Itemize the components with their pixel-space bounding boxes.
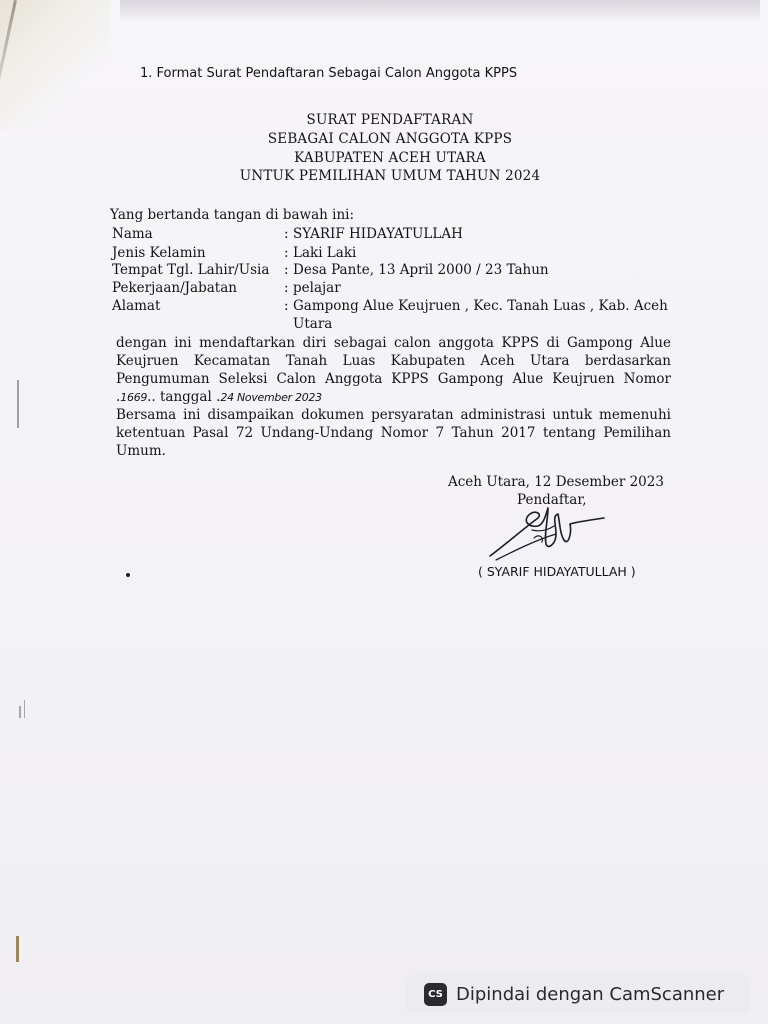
- handwritten-nomor: 1669: [120, 391, 148, 404]
- field-separator: :: [284, 298, 289, 314]
- signer-label: Pendaftar,: [517, 492, 587, 508]
- closing-line-2: ketentuan Pasal 72 Undang-Undang Nomor 7 Tahun 2017 tentang Pemilihan: [116, 425, 671, 441]
- page-fold-shadow: [0, 0, 110, 130]
- field-label-alamat: Alamat: [112, 298, 161, 314]
- signer-name: ( SYARIF HIDAYATULLAH ): [478, 564, 636, 579]
- watermark-text: Dipindai dengan CamScanner: [456, 983, 725, 1005]
- field-value-tempat-tgl-lahir: Desa Pante, 13 April 2000 / 23 Tahun: [293, 262, 549, 278]
- field-value-alamat-continued: Utara: [293, 316, 333, 332]
- body-line-3: Pengumuman Seleksi Calon Anggota KPPS Gampong Alue Keujruen Nomor: [116, 371, 671, 387]
- title-line-2: SEBAGAI CALON ANGGOTA KPPS: [267, 131, 513, 147]
- field-label-tempat-tgl-lahir: Tempat Tgl. Lahir/Usia: [112, 262, 270, 278]
- body-line-2: Keujruen Kecamatan Tanah Luas Kabupaten Aceh Utara berdasarkan: [116, 353, 671, 369]
- title-line-3: KABUPATEN ACEH UTARA: [294, 150, 486, 166]
- place-date: Aceh Utara, 12 Desember 2023: [448, 474, 664, 490]
- field-separator: :: [284, 280, 289, 296]
- tanggal-label: tanggal: [159, 389, 212, 405]
- field-label-nama: Nama: [112, 226, 153, 242]
- title-line-4: UNTUK PEMILIHAN UMUM TAHUN 2024: [239, 168, 541, 184]
- field-value-jenis-kelamin: Laki Laki: [293, 245, 357, 261]
- handwritten-tanggal: 24 November 2023: [220, 391, 322, 404]
- stray-dot: [126, 573, 130, 577]
- body-line-1: dengan ini mendaftarkan diri sebagai calon anggota KPPS di Gampong Alue: [116, 335, 671, 351]
- intro-text: Yang bertanda tangan di bawah ini:: [110, 207, 355, 223]
- scan-artifact: [19, 706, 21, 718]
- field-label-jenis-kelamin: Jenis Kelamin: [112, 245, 206, 261]
- handwritten-signature: [486, 500, 611, 564]
- title-line-1: SURAT PENDAFTARAN: [306, 112, 474, 128]
- field-separator: :: [284, 226, 289, 242]
- field-value-alamat: Gampong Alue Keujruen , Kec. Tanah Luas , Kab. Aceh: [293, 298, 668, 314]
- scan-artifact: [16, 936, 19, 962]
- camscanner-logo-icon: CS: [424, 983, 447, 1006]
- field-label-pekerjaan: Pekerjaan/Jabatan: [112, 280, 237, 296]
- scan-edge-shadow: [120, 0, 760, 22]
- field-value-nama: SYARIF HIDAYATULLAH: [293, 226, 463, 242]
- field-separator: :: [284, 262, 289, 278]
- closing-line-1: Bersama ini disampaikan dokumen persyaratan administrasi untuk memenuhi: [116, 407, 671, 423]
- field-separator: :: [284, 245, 289, 261]
- scan-artifact: [24, 700, 25, 718]
- field-value-pekerjaan: pelajar: [293, 280, 341, 296]
- nomor-tanggal-line: .1669.. tanggal .24 November 2023: [116, 389, 322, 405]
- scan-artifact: [17, 380, 19, 428]
- camscanner-watermark: [406, 974, 750, 1014]
- closing-line-3: Umum.: [116, 443, 166, 459]
- section-heading: 1. Format Surat Pendaftaran Sebagai Calon Anggota KPPS: [140, 66, 518, 81]
